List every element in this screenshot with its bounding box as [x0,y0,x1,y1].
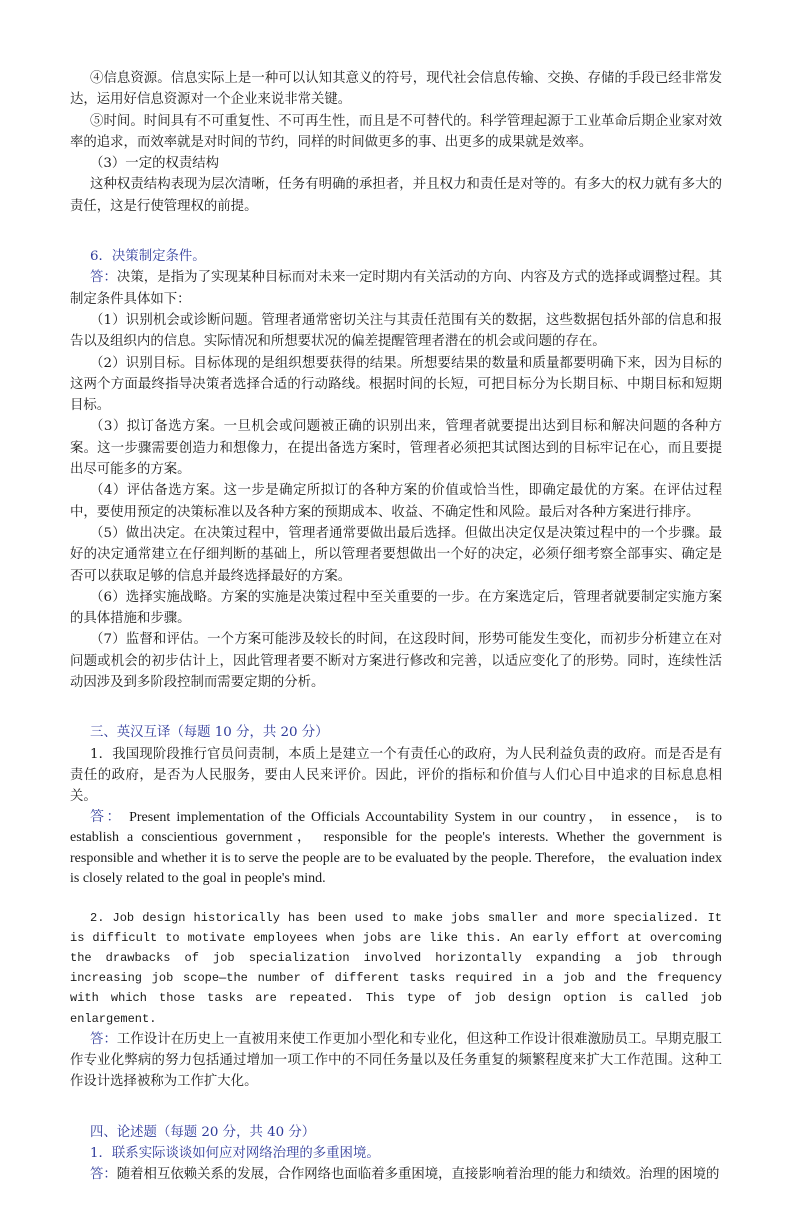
answer-text: Present implementation of the Officials Accountability System in our country， in essence， is to establish a conscientious government， responsible for the people's interests. Whether the government is responsible and whether it is to serve the people are to be evaluated by the people. Therefore， the evaluation index is closely related to the goal in people's mind. [70,809,722,886]
answer-label: 答： [90,1031,117,1047]
subheading-authority-structure: （3）一定的权责结构 [90,156,220,172]
question-6-answer [70,267,722,310]
decision-step-3: （3）拟订备选方案。一旦机会或问题被正确的识别出来，管理者就要提出达到目标和解决问题的各种方案。这一步骤需要创造力和想像力，在提出备选方案时，管理者必须把其试图达到的目标牢记在心，而且要提出尽可能多的方案。 [70,419,722,478]
question-6-title: 6．决策制定条件。 [90,249,206,265]
paragraph-information-resource: ④信息资源。信息实际上是一种可以认知其意义的符号，现代社会信息传输、交换、存储的手段已经非常发达，运用好信息资源对一个企业来说非常关键。 [70,71,722,108]
answer-label: 答： [90,270,117,286]
decision-step-5: （5）做出决定。在决策过程中，管理者通常要做出最后选择。但做出决定仅是决策过程中的一个步骤。最好的决定通常建立在仔细判断的基础上，所以管理者要想做出一个好的决定，必须仔细考察全部事实、确定是否可以获取足够的信息并最终选择最好的方案。 [70,525,722,584]
decision-step-6: （6）选择实施战略。方案的实施是决策过程中至关重要的一步。在方案选定后，管理者就要制定实施方案的具体措施和步骤。 [70,589,722,627]
answer-text: 工作设计在历史上一直被用来使工作更加小型化和专业化，但这种工作设计很难激励员工。早期克服工作专业化弊病的努力包括通过增加一项工作中的不同任务量以及任务重复的频繁程度来扩大工作范围。这种工作设计选择被称为工作扩大化。 [70,1031,723,1090]
section-4-title: 四、论述题（每题 20 分，共 40 分） [90,1124,316,1140]
answer-label: 答： [90,1167,117,1183]
answer-text: 随着相互依赖关系的发展，合作网络也面临着多重困境，直接影响着治理的能力和绩效。治理的困境的 [116,1167,720,1183]
translation-question-1: 1．我国现阶段推行官员问责制，本质上是建立一个有责任心的政府，为人民利益负责的政府。而是否是有责任的政府，是否为人民服务，要由人民来评价。因此，评价的指标和价值与人们心目中追求的目标息息相关。 [70,746,722,805]
answer-label: 答： [90,809,124,825]
answer-text: 决策，是指为了实现某种目标而对未来一定时期内有关活动的方向、内容及方式的选择或调整过程。其制定条件具体如下： [70,270,723,307]
decision-step-7: （7）监督和评估。一个方案可能涉及较长的时间，在这段时间，形势可能发生变化，而初步分析建立在对问题或机会的初步估计上，因此管理者要不断对方案进行修改和完善，以适应变化了的形势。同时，连续性活动因涉及到多阶段控制而需要定期的分析。 [70,632,722,691]
essay-question-1: 1．联系实际谈谈如何应对网络治理的多重困境。 [90,1145,380,1161]
translation-question-2: 2. Job design historically has been used to make jobs smaller and more specialized. It is difficult to motivate employees when jobs are like this. An early effort at overcoming the drawbacks of job specialization involved horizontally expanding a job through increasing job scope—the number of different tasks required in a job and the frequency with which those tasks are repeated. This type of job design option is called job enlargement. [70,910,722,1026]
section-3-title: 三、英汉互译（每题 10 分，共 20 分） [90,725,329,741]
translation-answer-2 [70,1029,722,1093]
decision-step-2: （2）识别目标。目标体现的是组织想要获得的结果。所想要结果的数量和质量都要明确下来，因为目标的这两个方面最终指导决策者选择合适的行动路线。根据时间的长短，可把目标分为长期目标、中期目标和短期目标。 [70,355,722,414]
decision-step-4: （4）评估备选方案。这一步是确定所拟订的各种方案的价值或恰当性，即确定最优的方案。在评估过程中，要使用预定的决策标准以及各种方案的预期成本、收益、不确定性和风险。最后对各种方案进行排序。 [70,483,722,520]
essay-answer-1 [70,1164,722,1185]
paragraph-authority-structure: 这种权责结构表现为层次清晰，任务有明确的承担者，并且权力和责任是对等的。有多大的权力就有多大的责任，这是行使管理权的前提。 [70,177,722,214]
translation-answer-1 [70,808,722,890]
paragraph-time: ⑤时间。时间具有不可重复性、不可再生性，而且是不可替代的。科学管理起源于工业革命后期企业家对效率的追求，而效率就是对时间的节约，同样的时间做更多的事、出更多的成果就是效率。 [70,113,722,150]
decision-step-1: （1）识别机会或诊断问题。管理者通常密切关注与其责任范围有关的数据，这些数据包括外部的信息和报告以及组织内的信息。实际情况和所想要状况的偏差提醒管理者潜在的机会或问题的存在。 [70,312,722,350]
